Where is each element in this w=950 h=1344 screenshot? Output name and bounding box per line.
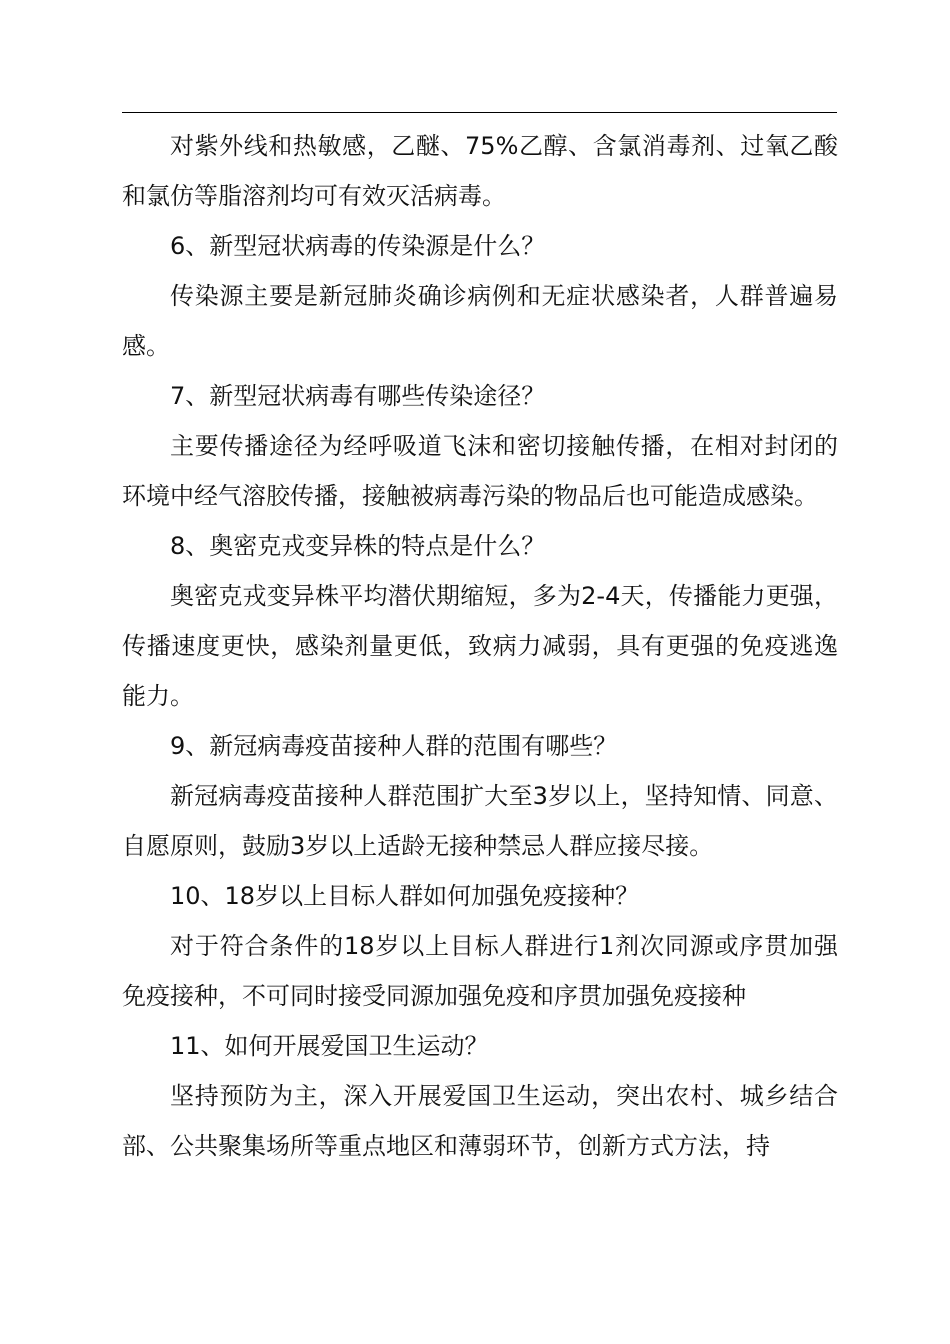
document-body	[122, 121, 838, 1171]
answer-10-paragraph: 对于符合条件的18岁以上目标人群进行1剂次同源或序贯加强免疫接种，不可同时接受同源加强免疫和序贯加强免疫接种	[122, 932, 838, 1010]
question-11-heading: 11、如何开展爱国卫生运动？	[170, 1032, 489, 1060]
answer-11-paragraph: 坚持预防为主，深入开展爱国卫生运动，突出农村、城乡结合部、公共聚集场所等重点地区和薄弱环节，创新方式方法，持	[122, 1082, 838, 1160]
question-10-heading: 10、18岁以上目标人群如何加强免疫接种？	[170, 882, 640, 910]
paragraph-disinfection: 对紫外线和热敏感，乙醚、75%乙醇、含氯消毒剂、过氧乙酸和氯仿等脂溶剂均可有效灭活病毒。	[122, 132, 838, 210]
question-6-heading: 6、新型冠状病毒的传染源是什么？	[170, 232, 546, 260]
answer-6-paragraph: 传染源主要是新冠肺炎确诊病例和无症状感染者，人群普遍易感。	[122, 282, 838, 360]
question-8-heading: 8、奥密克戎变异株的特点是什么？	[170, 532, 546, 560]
answer-8-paragraph: 奥密克戎变异株平均潜伏期缩短，多为2-4天，传播能力更强，传播速度更快，感染剂量更低，致病力减弱，具有更强的免疫逃逸能力。	[122, 582, 838, 710]
question-9-heading: 9、新冠病毒疫苗接种人群的范围有哪些？	[170, 732, 618, 760]
answer-7-paragraph: 主要传播途径为经呼吸道飞沫和密切接触传播，在相对封闭的环境中经气溶胶传播，接触被病毒污染的物品后也可能造成感染。	[122, 432, 838, 510]
answer-9-paragraph: 新冠病毒疫苗接种人群范围扩大至3岁以上，坚持知情、同意、自愿原则，鼓励3岁以上适龄无接种禁忌人群应接尽接。	[122, 782, 838, 860]
header-rule	[122, 112, 837, 113]
question-7-heading: 7、新型冠状病毒有哪些传染途径？	[170, 382, 546, 410]
